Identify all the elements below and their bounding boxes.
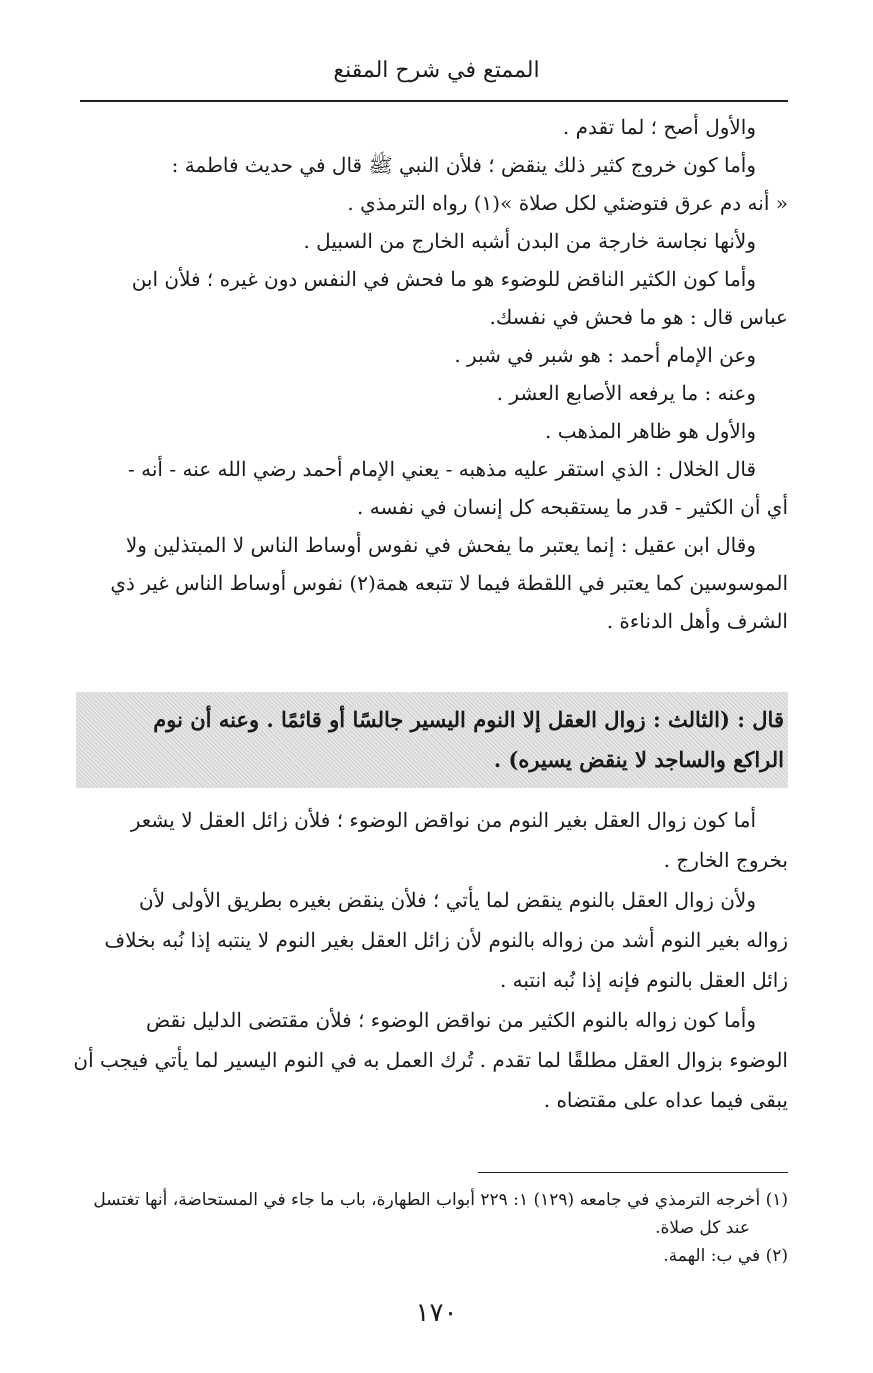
footnotes <box>64 1186 788 1270</box>
paragraph-line: عباس قال : هو ما فحش في نفسك. <box>489 305 788 329</box>
body-text-top <box>72 108 788 640</box>
paragraph-line: والأول أصح ؛ لما تقدم . <box>562 115 756 139</box>
paragraph-line: الشرف وأهل الدناءة . <box>606 609 788 633</box>
matn-line: الراكع والساجد لا ينقض يسيره) . <box>493 747 784 772</box>
running-header-title: الممتع في شرح المقنع <box>333 58 540 83</box>
paragraph-line: أي أن الكثير - قدر ما يستقبحه كل إنسان في نفسه . <box>357 495 788 519</box>
footnote-line: (١) أخرجه الترمذي في جامعه (١٢٩) ١: ٢٢٩ أبواب الطهارة، باب ما جاء في المستحاضة، أنها تغتسل <box>93 1190 788 1210</box>
paragraph-line: وعن الإمام أحمد : هو شبر في شبر . <box>454 343 756 367</box>
paragraph-line: الوضوء بزوال العقل مطلقًا لما تقدم . تُرك العمل به في النوم اليسير لما يأتي فيجب أن <box>73 1048 788 1072</box>
paragraph-line: أما كون زوال العقل بغير النوم من نواقض الوضوء ؛ فلأن زائل العقل لا يشعر <box>130 808 756 832</box>
footnote-line: (٢) في ب: الهمة. <box>663 1246 788 1266</box>
paragraph-line: ولأن زوال العقل بالنوم ينقض لما يأتي ؛ فلأن ينقض بغيره بطريق الأولى لأن <box>139 888 756 912</box>
paragraph-line: الموسوسين كما يعتبر في اللقطة فيما لا تتبعه همة(٢) نفوس أوساط الناس غير ذي <box>110 571 788 595</box>
paragraph-line: زواله بغير النوم أشد من زواله بالنوم لأن زائل العقل بغير النوم لا ينتبه إذا نُبه بخلاف <box>104 928 788 952</box>
paragraph-line: وأما كون خروج كثير ذلك ينقض ؛ فلأن النبي ﷺ قال في حديث فاطمة : <box>171 153 756 177</box>
paragraph-line: وأما كون زواله بالنوم الكثير من نواقض الوضوء ؛ فلأن مقتضى الدليل نقض <box>145 1008 756 1032</box>
paragraph-line: وأما كون الكثير الناقض للوضوء هو ما فحش في النفس دون غيره ؛ فلأن ابن <box>131 267 756 291</box>
paragraph-line: ولأنها نجاسة خارجة من البدن أشبه الخارج من السبيل . <box>303 229 756 253</box>
matn-highlight-box <box>76 692 788 788</box>
paragraph-line: بخروج الخارج . <box>663 848 788 872</box>
paragraph-line: والأول هو ظاهر المذهب . <box>545 419 756 443</box>
page-number: ١٧٠ <box>415 1298 458 1328</box>
paragraph-line: « أنه دم عرق فتوضئي لكل صلاة »(١) رواه الترمذي . <box>347 191 788 215</box>
paragraph-line: زائل العقل بالنوم فإنه إذا نُبه انتبه . <box>499 968 788 992</box>
paragraph-line: يبقى فيما عداه على مقتضاه . <box>543 1088 788 1112</box>
paragraph-line: قال الخلال : الذي استقر عليه مذهبه - يعني الإمام أحمد رضي الله عنه - أنه - <box>128 457 756 481</box>
matn-line: قال : (الثالث : زوال العقل إلا النوم اليسير جالسًا أو قائمًا . وعنه أن نوم <box>153 707 784 732</box>
header-divider <box>80 100 788 102</box>
paragraph-line: وعنه : ما يرفعه الأصابع العشر . <box>496 381 756 405</box>
body-text-bottom <box>72 800 788 1120</box>
paragraph-line: وقال ابن عقيل : إنما يعتبر ما يفحش في نفوس أوساط الناس لا المبتذلين ولا <box>125 533 756 557</box>
footnote-line: عند كل صلاة. <box>655 1218 750 1238</box>
footnote-divider <box>478 1172 788 1173</box>
